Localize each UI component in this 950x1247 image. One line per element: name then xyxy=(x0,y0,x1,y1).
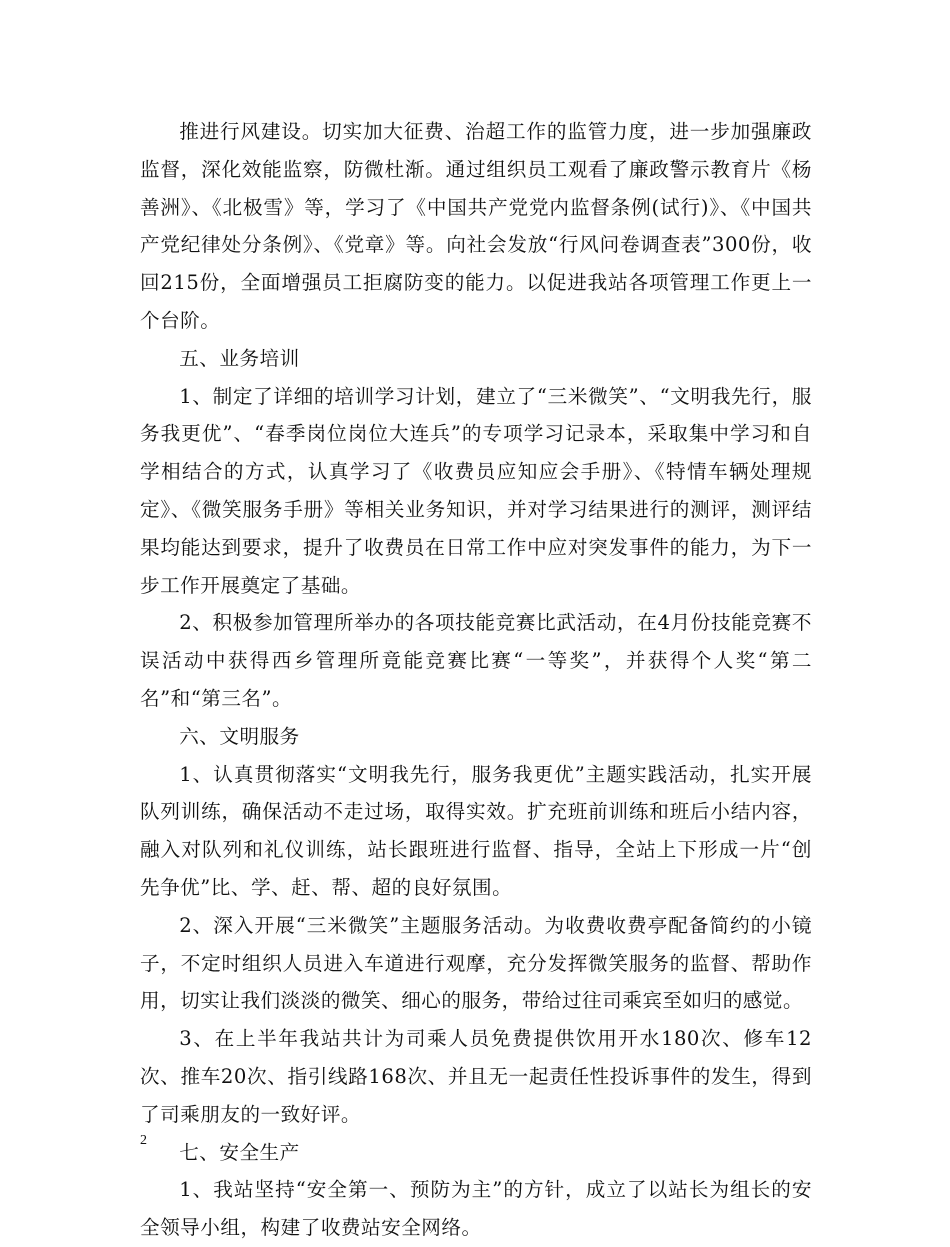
heading-safety-production: 七、安全生产 xyxy=(179,1140,300,1164)
paragraph-training-plan: 1、制定了详细的培训学习计划，建立了“三米微笑”、“文明我先行，服务我更优”、“春季岗位岗位大连兵”的专项学习记录本，采取集中学习和自学相结合的方式，认真学习了《收费员应知应会手册》、《特情车辆处理规定》、《微笑服务手册》等相关业务知识，并对学习结果进行的测评，测评结果均能达到要求，提升了收费员在日常工作中应对突发事件的能力，为下一步工作开展奠定了基础。 xyxy=(140,384,812,597)
paragraph-skill-competition: 2、积极参加管理所举办的各项技能竞赛比武活动，在4月份技能竞赛不误活动中获得西乡管理所竟能竞赛比赛“一等奖”，并获得个人奖“第二名”和“第三名”。 xyxy=(140,611,812,710)
paragraph-smile-service: 2、深入开展“三米微笑”主题服务活动。为收费收费亭配备简约的小镜子，不定时组织人员进入车道进行观摩，充分发挥微笑服务的监督、帮助作用，切实让我们淡淡的微笑、细心的服务，带给过往司乘宾至如归的感觉。 xyxy=(140,913,812,1013)
paragraph-service-stats: 3、在上半年我站共计为司乘人员免费提供饮用开水180次、修车12次、推车20次、指引线路168次、并且无一起责任性投诉事件的发生，得到了司乘朋友的一致好评。 xyxy=(140,1027,812,1126)
paragraph-anti-corruption: 推进行风建设。切实加大征费、治超工作的监管力度，进一步加强廉政监督，深化效能监察，防微杜渐。通过组织员工观看了廉政警示教育片《杨善洲》、《北极雪》等，学习了《中国共产党党内监督条例(试行)》、《中国共产党纪律处分条例》、《党章》等。向社会发放“行风问卷调查表”300份，收回215份，全面增强员工拒腐防变的能力。以促进我站各项管理工作更上一个台阶。 xyxy=(140,120,812,332)
document-body xyxy=(140,113,812,1247)
page-number: 2 xyxy=(140,1133,147,1148)
paragraph-theme-practice: 1、认真贯彻落实“文明我先行，服务我更优”主题实践活动，扎实开展队列训练，确保活动不走过场，取得实效。扩充班前训练和班后小结内容，融入对队列和礼仪训练，站长跟班进行监督、指导，全站上下形成一片“创先争优”比、学、赶、帮、超的良好氛围。 xyxy=(140,762,812,899)
heading-business-training: 五、业务培训 xyxy=(179,346,300,370)
paragraph-safety-group: 1、我站坚持“安全第一、预防为主”的方针，成立了以站长为组长的安全领导小组，构建了收费站安全网络。 xyxy=(140,1178,812,1240)
heading-civilized-service: 六、文明服务 xyxy=(179,724,300,748)
